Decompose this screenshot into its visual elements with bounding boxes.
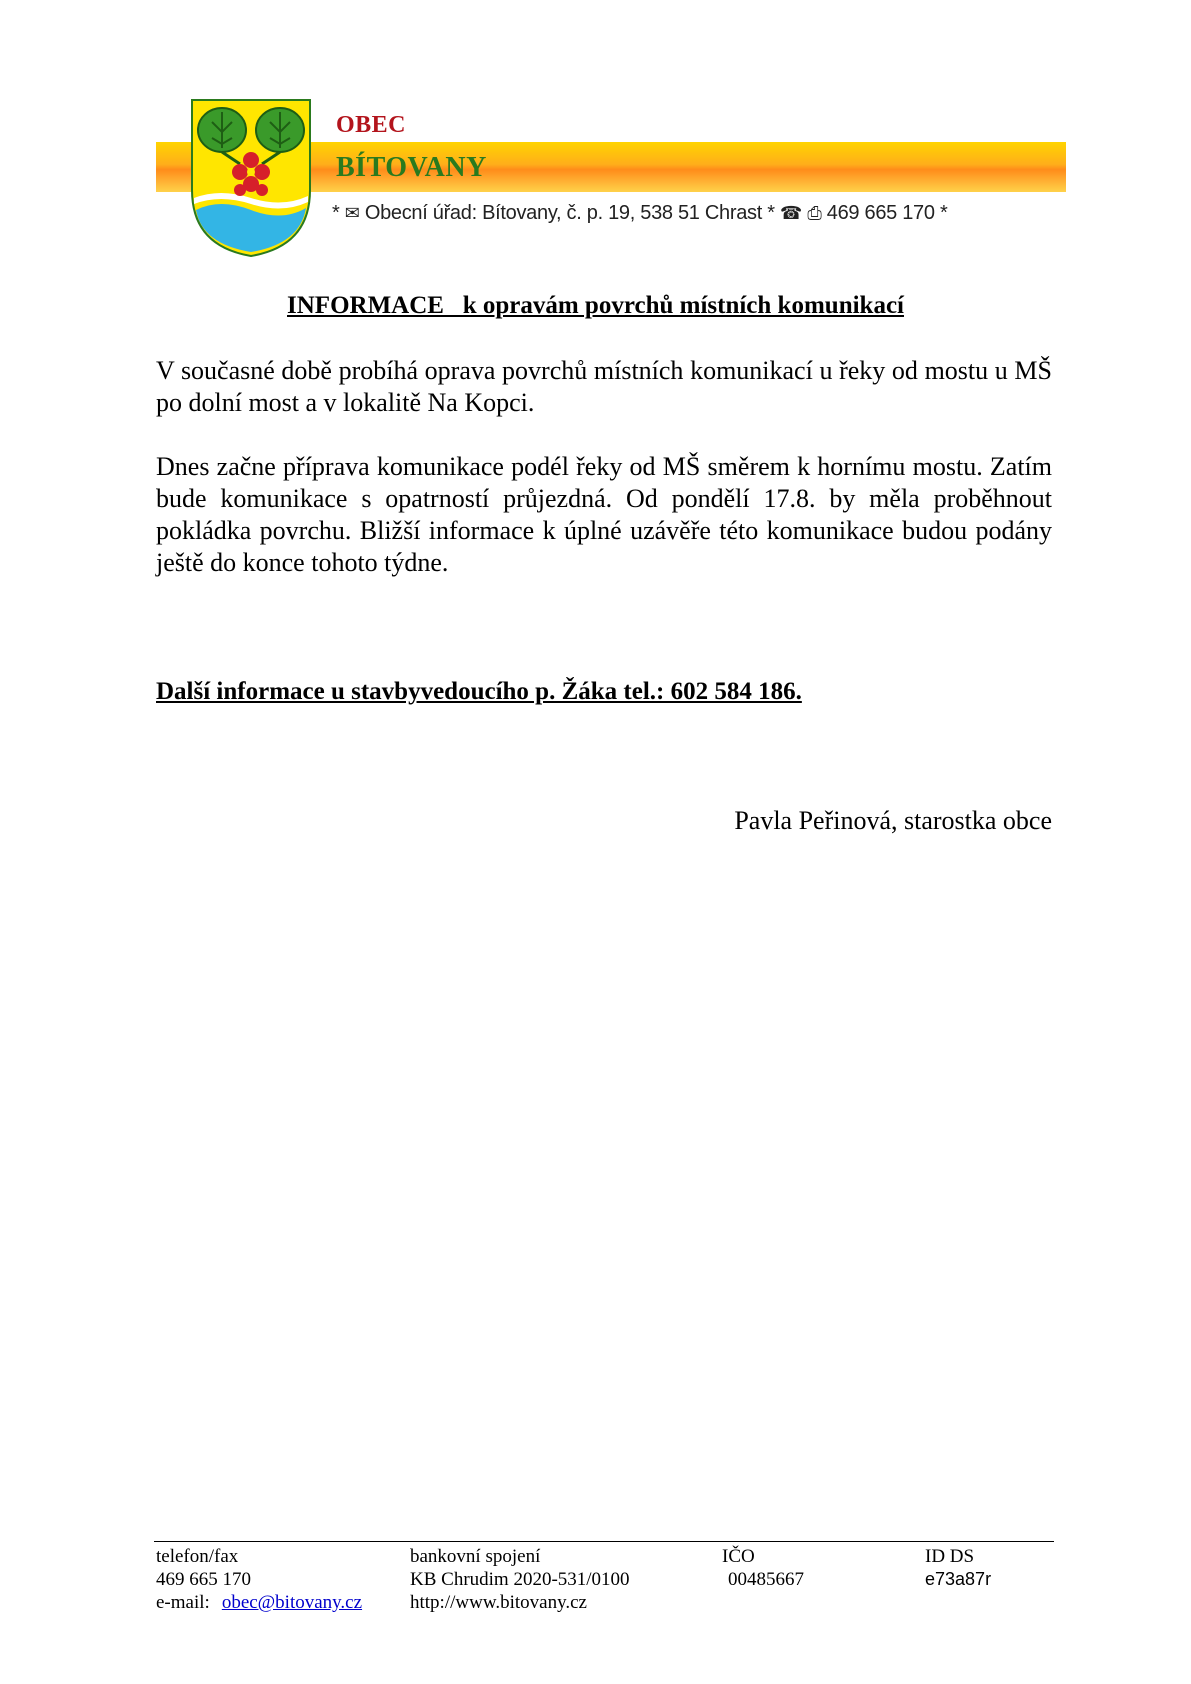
- signature: Pavla Peřinová, starostka obce: [734, 806, 1052, 835]
- footer-web: http://www.bitovany.cz: [410, 1592, 587, 1613]
- phone-text: 469 665 170 *: [826, 202, 948, 224]
- footer-bank-column: [410, 1545, 630, 1614]
- letterhead-address-line: [332, 202, 947, 225]
- footer-contact-column: [156, 1545, 362, 1614]
- footer-ico-value: 00485667: [728, 1569, 804, 1590]
- footer-ds-label: ID DS: [925, 1546, 975, 1567]
- footer-email-label: e-mail:: [156, 1592, 210, 1613]
- footer-ds-column: [925, 1545, 991, 1591]
- paragraph-1: V současné době probíhá oprava povrchů místních komunikací u řeky od mostu u MŠ po dolní most a v lokalitě Na Kopci.: [156, 356, 1052, 417]
- fax-icon: ⎙: [807, 203, 822, 224]
- footer-bank-label: bankovní spojení: [410, 1546, 541, 1567]
- footer-email-row: [156, 1591, 362, 1614]
- letterhead: [156, 98, 1066, 258]
- letterhead-municipality-name: BÍTOVANY: [336, 152, 487, 183]
- paragraph-2: Dnes začne příprava komunikace podél řeky od MŠ směrem k hornímu mostu. Zatím bude komunikace s opatrností průjezdná. Od pondělí 17.8. by měla proběhnout pokládka povrchu. Bližší informace k úplné uzávěře této komunikace budou podány ještě do konce tohoto týdne.: [156, 452, 1052, 577]
- footer-divider: [154, 1541, 1054, 1542]
- coat-of-arms-icon: [190, 98, 312, 258]
- footer-ico-label: IČO: [722, 1546, 755, 1567]
- footer-ds-value: e73a87r: [925, 1569, 992, 1589]
- address-prefix: *: [332, 202, 340, 224]
- address-text: Obecní úřad: Bítovany, č. p. 19, 538 51 Chrast *: [364, 202, 775, 224]
- document-title: INFORMACE k opravám povrchů místních komunikací: [287, 292, 904, 319]
- letterhead-obec: OBEC: [336, 112, 407, 138]
- contact-info: Další informace u stavbyvedoucího p. Žáka tel.: 602 584 186.: [156, 678, 802, 705]
- footer-phone-label: telefon/fax: [156, 1546, 239, 1567]
- envelope-icon: ✉: [344, 203, 360, 224]
- footer-ico-column: [722, 1545, 804, 1591]
- footer-email-link[interactable]: obec@bitovany.cz: [221, 1592, 363, 1613]
- footer-phone-value: 469 665 170: [156, 1569, 251, 1590]
- footer-bank-value: KB Chrudim 2020-531/0100: [410, 1569, 630, 1590]
- telephone-icon: ☎: [780, 203, 803, 224]
